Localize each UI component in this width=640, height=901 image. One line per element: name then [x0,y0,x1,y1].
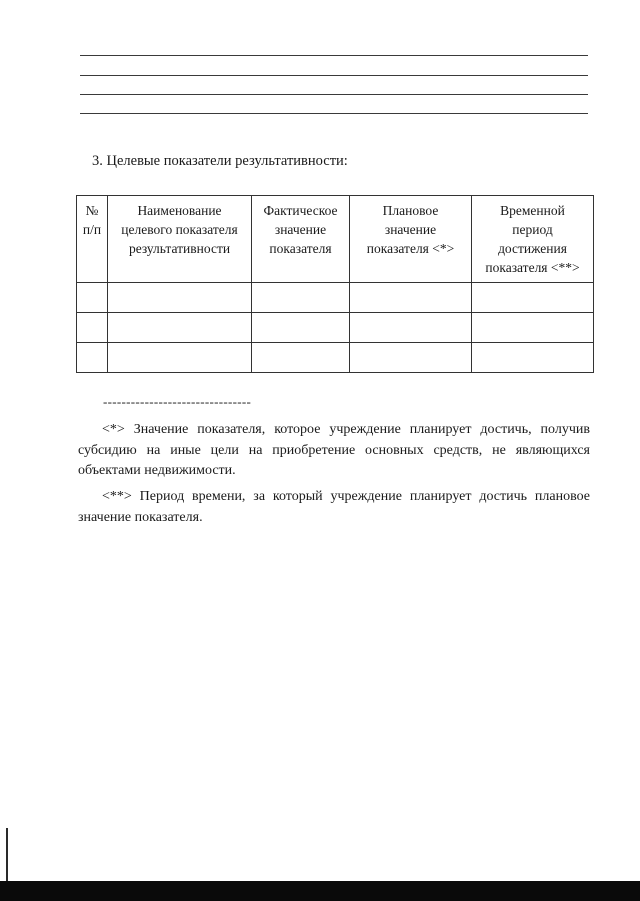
table-cell[interactable] [108,313,252,343]
table-cell[interactable] [77,313,108,343]
blank-line-4 [80,113,588,114]
table-row [77,313,594,343]
table-cell[interactable] [350,313,472,343]
table-cell[interactable] [350,343,472,373]
table-row [77,343,594,373]
table-cell[interactable] [252,313,350,343]
indicators-table [76,195,594,373]
table-row [77,283,594,313]
table-cell[interactable] [252,283,350,313]
table-cell[interactable] [108,343,252,373]
table-cell[interactable] [77,283,108,313]
table-header-row [77,196,594,283]
table-cell[interactable] [472,283,594,313]
scan-bottom-bar [0,881,640,901]
blank-line-1 [80,55,588,56]
table-cell[interactable] [472,313,594,343]
blank-line-2 [80,75,588,76]
scan-edge-mark [6,828,8,883]
blank-line-3 [80,94,588,95]
header-time-period: Временной период достижения показателя <**> [472,196,594,283]
header-number: № п/п [77,196,108,283]
header-actual-value: Фактическое значение показателя [252,196,350,283]
footnote-time-period: <**> Период времени, за который учреждение планирует достичь плановое значение показателя. [78,489,590,525]
section-title: 3. Целевые показатели результативности: [92,153,348,169]
table-cell[interactable] [350,283,472,313]
table-cell[interactable] [252,343,350,373]
table-cell[interactable] [77,343,108,373]
header-indicator-name: Наименование целевого показателя результативности [108,196,252,283]
table-cell[interactable] [472,343,594,373]
footnote-planned-value: <*> Значение показателя, которое учреждение планирует достичь, получив субсидию на иные цели на приобретение основных средств, не являющихся объектами недвижимости. [78,422,590,478]
footnote-separator: -------------------------------- [103,394,252,409]
table-cell[interactable] [108,283,252,313]
header-planned-value: Плановое значение показателя <*> [350,196,472,283]
